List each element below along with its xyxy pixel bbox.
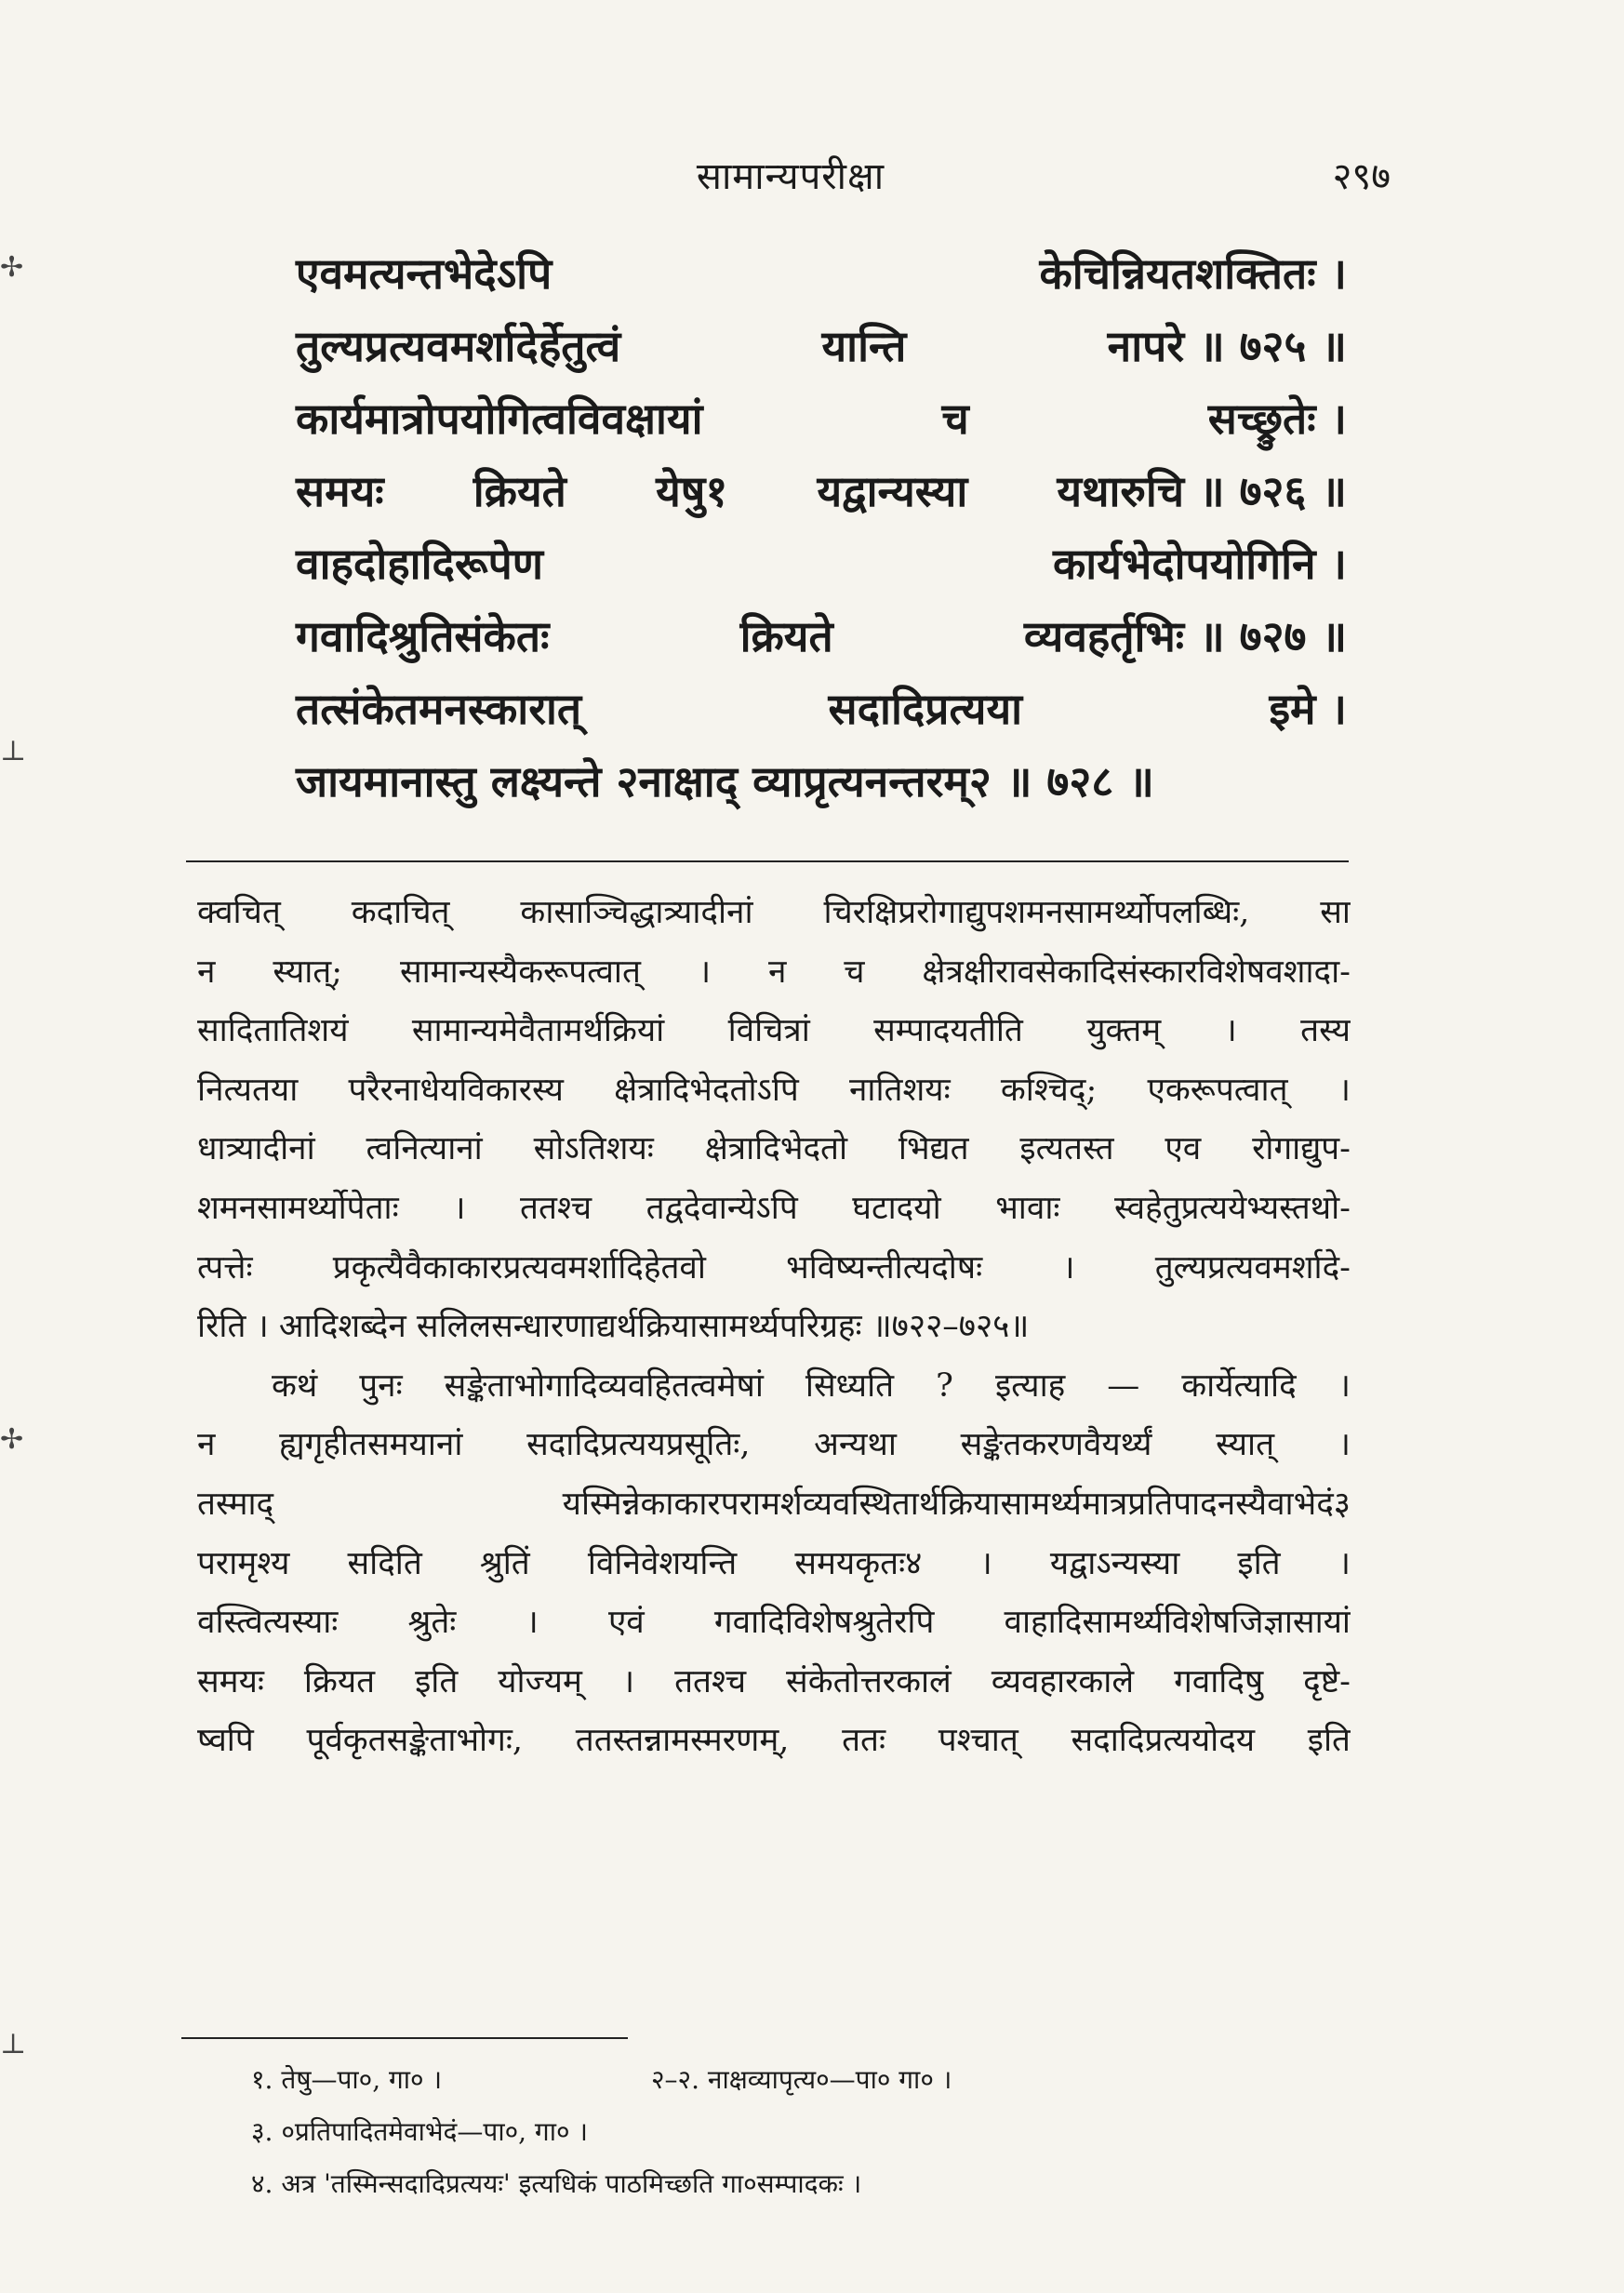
page-number: २९७ bbox=[1332, 155, 1391, 198]
margin-mark-icon: ✢ bbox=[0, 1423, 24, 1456]
commentary-line: ष्वपि पूर्वकृतसङ्केताभोगः, ततस्तन्नामस्मरणम्, ततः पश्चात् सदादिप्रत्ययोदय इति bbox=[197, 1722, 1351, 1760]
verse-segment: एवमत्यन्तभेदेऽपि bbox=[296, 248, 552, 299]
verse-segment: गवादिश्रुतिसंकेतः bbox=[296, 611, 550, 661]
margin-mark-icon: ⊥ bbox=[0, 2028, 27, 2060]
verse-segment: यथारुचि ॥ ७२६ ॥ bbox=[1057, 466, 1347, 516]
verse-divider bbox=[186, 860, 1349, 862]
verse-segment: नापरे ॥ ७२५ ॥ bbox=[1107, 321, 1347, 371]
verse-segment: व्यवहर्तृभिः ॥ ७२७ ॥ bbox=[1023, 611, 1347, 661]
verse-segment: जायमानास्तु लक्ष्यन्ते २नाक्षाद् व्याप्रृत्यनन्तरम्२ ॥ ७२८ ॥ bbox=[296, 756, 1154, 807]
verse-segment: क्रियते bbox=[739, 611, 833, 661]
commentary-line: सादितातिशयं सामान्यमेवैतामर्थक्रियां विचित्रां सम्पादयतीति युक्तम् । तस्य bbox=[197, 1012, 1351, 1050]
commentary-line: तस्माद् यस्मिन्नेकाकारपरामर्शव्यवस्थितार्थक्रियासामर्थ्यमात्रप्रतिपादनस्यैवाभेदं३ bbox=[197, 1485, 1351, 1523]
footnotes bbox=[251, 2054, 1321, 2210]
verse-segment: यद्वान्यस्या bbox=[817, 466, 968, 516]
footnote-1: १. तेषु—पा०, गा० । bbox=[251, 2064, 443, 2095]
footnote-4: ४. अत्र 'तस्मिन्सदादिप्रत्ययः' इत्यधिकं पाठमिच्छति गा०सम्पादकः । bbox=[251, 2168, 862, 2199]
footnote-row bbox=[251, 2106, 1321, 2158]
margin-mark-icon: ✢ bbox=[0, 251, 24, 284]
verse-line bbox=[296, 607, 1347, 679]
commentary-line: कथं पुनः सङ्केताभोगादिव्यवहितत्वमेषां सिध्यति ? इत्याह — कार्येत्यादि । bbox=[272, 1366, 1351, 1405]
verse-line bbox=[296, 679, 1347, 752]
commentary-line: नित्यतया परैरनाधेयविकारस्य क्षेत्रादिभेदतोऽपि नातिशयः कश्चिद्; एकरूपत्वात् । bbox=[197, 1071, 1351, 1109]
verse-segment: तुल्यप्रत्यवमर्शादेर्हेतुत्वं bbox=[296, 321, 621, 371]
verse-segment: कार्यभेदोपयोगिनि । bbox=[1052, 539, 1347, 589]
commentary-line: रिति । आदिशब्देन सलिलसन्धारणाद्यर्थक्रियासामर्थ्यपरिग्रहः ॥७२२–७२५॥ bbox=[197, 1308, 1030, 1346]
verse-segment: केचिन्नियतशक्तितः । bbox=[1039, 248, 1347, 299]
verse-segment: वाहदोहादिरूपेण bbox=[296, 539, 544, 589]
verse-line bbox=[296, 461, 1347, 534]
verse-segment: च bbox=[941, 393, 969, 444]
footnote-3: ३. ०प्रतिपादितमेवाभेदं—पा०, गा० । bbox=[251, 2116, 589, 2147]
verse-segment: तत्संकेतमनस्कारात् bbox=[296, 684, 582, 734]
verse-segment: क्रियते bbox=[473, 466, 566, 516]
verse-line bbox=[296, 752, 1347, 824]
running-header: सामान्यपरीक्षा bbox=[696, 155, 885, 198]
verse-segment: यान्ति bbox=[821, 321, 907, 371]
footnote-row bbox=[251, 2158, 1321, 2210]
verse-segment: येषु१ bbox=[656, 466, 728, 516]
commentary-line: त्पत्तेः प्रकृत्यैवैकाकारप्रत्यवमर्शादिहेतवो भविष्यन्तीत्यदोषः । तुल्यप्रत्यवमर्शादे- bbox=[197, 1248, 1351, 1286]
commentary-line: शमनसामर्थ्योपेताः । ततश्च तद्वदेवान्येऽपि घटादयो भावाः स्वहेतुप्रत्ययेभ्यस्तथो- bbox=[197, 1189, 1351, 1227]
commentary-text bbox=[197, 884, 1351, 1771]
margin-mark-icon: ⊥ bbox=[0, 735, 27, 767]
verse-segment: सच्छ्रुतेः । bbox=[1207, 393, 1347, 444]
commentary-line: समयः क्रियत इति योज्यम् । ततश्च संकेतोत्तरकालं व्यवहारकाले गवादिषु दृष्टे- bbox=[197, 1662, 1351, 1700]
verse-line bbox=[296, 534, 1347, 607]
footnote-divider bbox=[181, 2037, 628, 2039]
verse-segment: सदादिप्रत्यया bbox=[828, 684, 1023, 734]
verse-segment: समयः bbox=[296, 466, 384, 516]
verse-segment: कार्यमात्रोपयोगित्वविवक्षायां bbox=[296, 393, 703, 444]
commentary-line: परामृश्य सदिति श्रुतिं विनिवेशयन्ति समयकृतः४ । यद्वाऽन्यस्या इति । bbox=[197, 1544, 1351, 1582]
verse-segment: इमे । bbox=[1269, 684, 1347, 734]
commentary-line: न स्यात्; सामान्यस्यैकरूपत्वात् । न च क्षेत्रक्षीरावसेकादिसंस्कारविशेषवशादा- bbox=[197, 953, 1351, 991]
commentary-line: वस्त्वित्यस्याः श्रुतेः । एवं गवादिविशेषश्रुतेरपि वाहादिसामर्थ्यविशेषजिज्ञासायां bbox=[197, 1604, 1351, 1642]
verse-line bbox=[296, 244, 1347, 316]
commentary-line: क्वचित् कदाचित् कासाञ्चिद्धात्र्यादीनां चिरक्षिप्ररोगाद्युपशमनसामर्थ्योपलब्धिः, सा bbox=[197, 894, 1351, 931]
footnote-row bbox=[251, 2054, 1321, 2106]
verse-block bbox=[296, 244, 1347, 824]
commentary-line: न ह्यगृहीतसमयानां सदादिप्रत्ययप्रसूतिः, अन्यथा सङ्केतकरणवैयर्थ्यं स्यात् । bbox=[197, 1426, 1351, 1464]
verse-line bbox=[296, 316, 1347, 389]
verse-line bbox=[296, 389, 1347, 461]
footnote-2: २–२. नाक्षव्यापृत्य०—पा० गा० । bbox=[651, 2064, 952, 2095]
commentary-line: धात्र्यादीनां त्वनित्यानां सोऽतिशयः क्षेत्रादिभेदतो भिद्यत इत्यतस्त एव रोगाद्युप- bbox=[197, 1130, 1351, 1168]
